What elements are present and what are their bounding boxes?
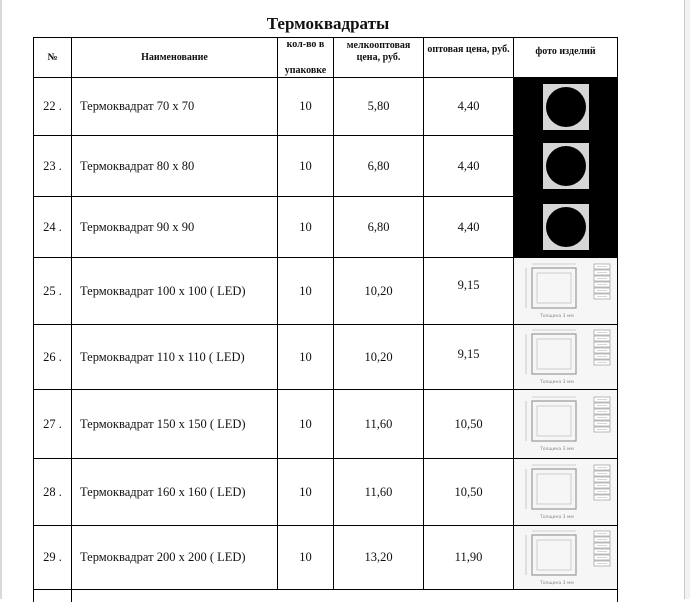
- table-row: [34, 526, 618, 590]
- small-wholesale-price: 6,80: [334, 136, 424, 197]
- wholesale-price: 10,50: [424, 390, 514, 459]
- row-number: 29 .: [34, 526, 72, 590]
- row-number: 28 .: [34, 459, 72, 526]
- svg-text:Толщина 3 мм: Толщина 3 мм: [539, 380, 574, 385]
- photo-cell: [514, 136, 618, 197]
- row-number: 25 .: [34, 258, 72, 325]
- photo-cell: [514, 459, 618, 526]
- package-quantity: 10: [278, 78, 334, 136]
- product-drawing: [514, 258, 617, 324]
- header-name: Наименование: [72, 38, 278, 78]
- row-number: 22 .: [34, 78, 72, 136]
- photo-cell: [514, 197, 618, 258]
- package-quantity: 10: [278, 390, 334, 459]
- header-wholesale-price: оптовая цена, руб.: [424, 38, 514, 78]
- wholesale-price: 11,90: [424, 526, 514, 590]
- package-quantity: 10: [278, 197, 334, 258]
- empty-cell: [278, 590, 334, 602]
- row-number: 23 .: [34, 136, 72, 197]
- product-name: Термоквадрат 70 х 70: [72, 78, 278, 136]
- product-name: Термоквадрат 160 х 160 ( LED): [72, 459, 278, 526]
- table-header-row: [34, 38, 618, 78]
- svg-text:Толщина 3 мм: Толщина 3 мм: [539, 515, 574, 520]
- row-number: 24 .: [34, 197, 72, 258]
- photo-cell: [514, 325, 618, 390]
- table-row: [34, 258, 618, 325]
- package-quantity: 10: [278, 526, 334, 590]
- document-title: Термоквадраты: [266, 14, 390, 33]
- product-name: Термоквадрат 80 х 80: [72, 136, 278, 197]
- table-row: [34, 136, 618, 197]
- price-table: [33, 37, 618, 602]
- page-left-edge: [0, 0, 2, 599]
- product-drawing: [514, 325, 617, 389]
- header-small-wholesale-price: мелкооптовая цена, руб.: [334, 38, 424, 78]
- wholesale-price: 9,15: [424, 258, 514, 325]
- photo-cell: [514, 390, 618, 459]
- small-wholesale-price: 13,20: [334, 526, 424, 590]
- small-wholesale-price: 11,60: [334, 390, 424, 459]
- svg-text:Толщина 3 мм: Толщина 3 мм: [539, 314, 574, 319]
- svg-text:Толщина 3 мм: Толщина 3 мм: [539, 580, 574, 586]
- product-name: Термоквадрат 90 х 90: [72, 197, 278, 258]
- small-wholesale-price: 5,80: [334, 78, 424, 136]
- product-drawing: [514, 390, 617, 458]
- empty-cell: [424, 590, 514, 602]
- product-photo: [514, 78, 617, 135]
- table-row: [34, 78, 618, 136]
- header-quantity: [278, 38, 334, 78]
- table-row: [34, 325, 618, 390]
- table-row: [34, 390, 618, 459]
- wholesale-price: 9,15: [424, 325, 514, 390]
- photo-cell: [514, 78, 618, 136]
- table-row: [34, 197, 618, 258]
- photo-cell: [514, 258, 618, 325]
- empty-cell: [34, 590, 72, 602]
- empty-cell: [72, 590, 278, 602]
- page-right-edge: [684, 0, 690, 599]
- empty-cell: [334, 590, 424, 602]
- package-quantity: 10: [278, 325, 334, 390]
- small-wholesale-price: 10,20: [334, 325, 424, 390]
- product-drawing: [514, 459, 617, 525]
- small-wholesale-price: 6,80: [334, 197, 424, 258]
- package-quantity: 10: [278, 258, 334, 325]
- header-photo: фото изделий: [514, 38, 618, 78]
- product-photo: [514, 136, 617, 196]
- product-name: Термоквадрат 200 х 200 ( LED): [72, 526, 278, 590]
- wholesale-price: 4,40: [424, 136, 514, 197]
- package-quantity: 10: [278, 136, 334, 197]
- small-wholesale-price: 10,20: [334, 258, 424, 325]
- header-number: №: [34, 38, 72, 78]
- product-name: Термоквадрат 100 х 100 ( LED): [72, 258, 278, 325]
- product-drawing: [514, 526, 617, 589]
- product-name: Термоквадрат 110 х 110 ( LED): [72, 325, 278, 390]
- wholesale-price: 4,40: [424, 197, 514, 258]
- row-number: 27 .: [34, 390, 72, 459]
- row-number: 26 .: [34, 325, 72, 390]
- package-quantity: 10: [278, 459, 334, 526]
- table-row-continuation: [34, 590, 618, 602]
- header-quantity-top: кол-во в: [286, 38, 325, 50]
- wholesale-price: 10,50: [424, 459, 514, 526]
- wholesale-price: 4,40: [424, 78, 514, 136]
- empty-cell: [514, 590, 618, 602]
- header-quantity-bottom: упаковке: [284, 64, 327, 76]
- small-wholesale-price: 11,60: [334, 459, 424, 526]
- table-row: [34, 459, 618, 526]
- svg-text:Толщина 3 мм: Толщина 3 мм: [539, 447, 574, 452]
- product-name: Термоквадрат 150 х 150 ( LED): [72, 390, 278, 459]
- product-photo: [514, 197, 617, 257]
- photo-cell: [514, 526, 618, 590]
